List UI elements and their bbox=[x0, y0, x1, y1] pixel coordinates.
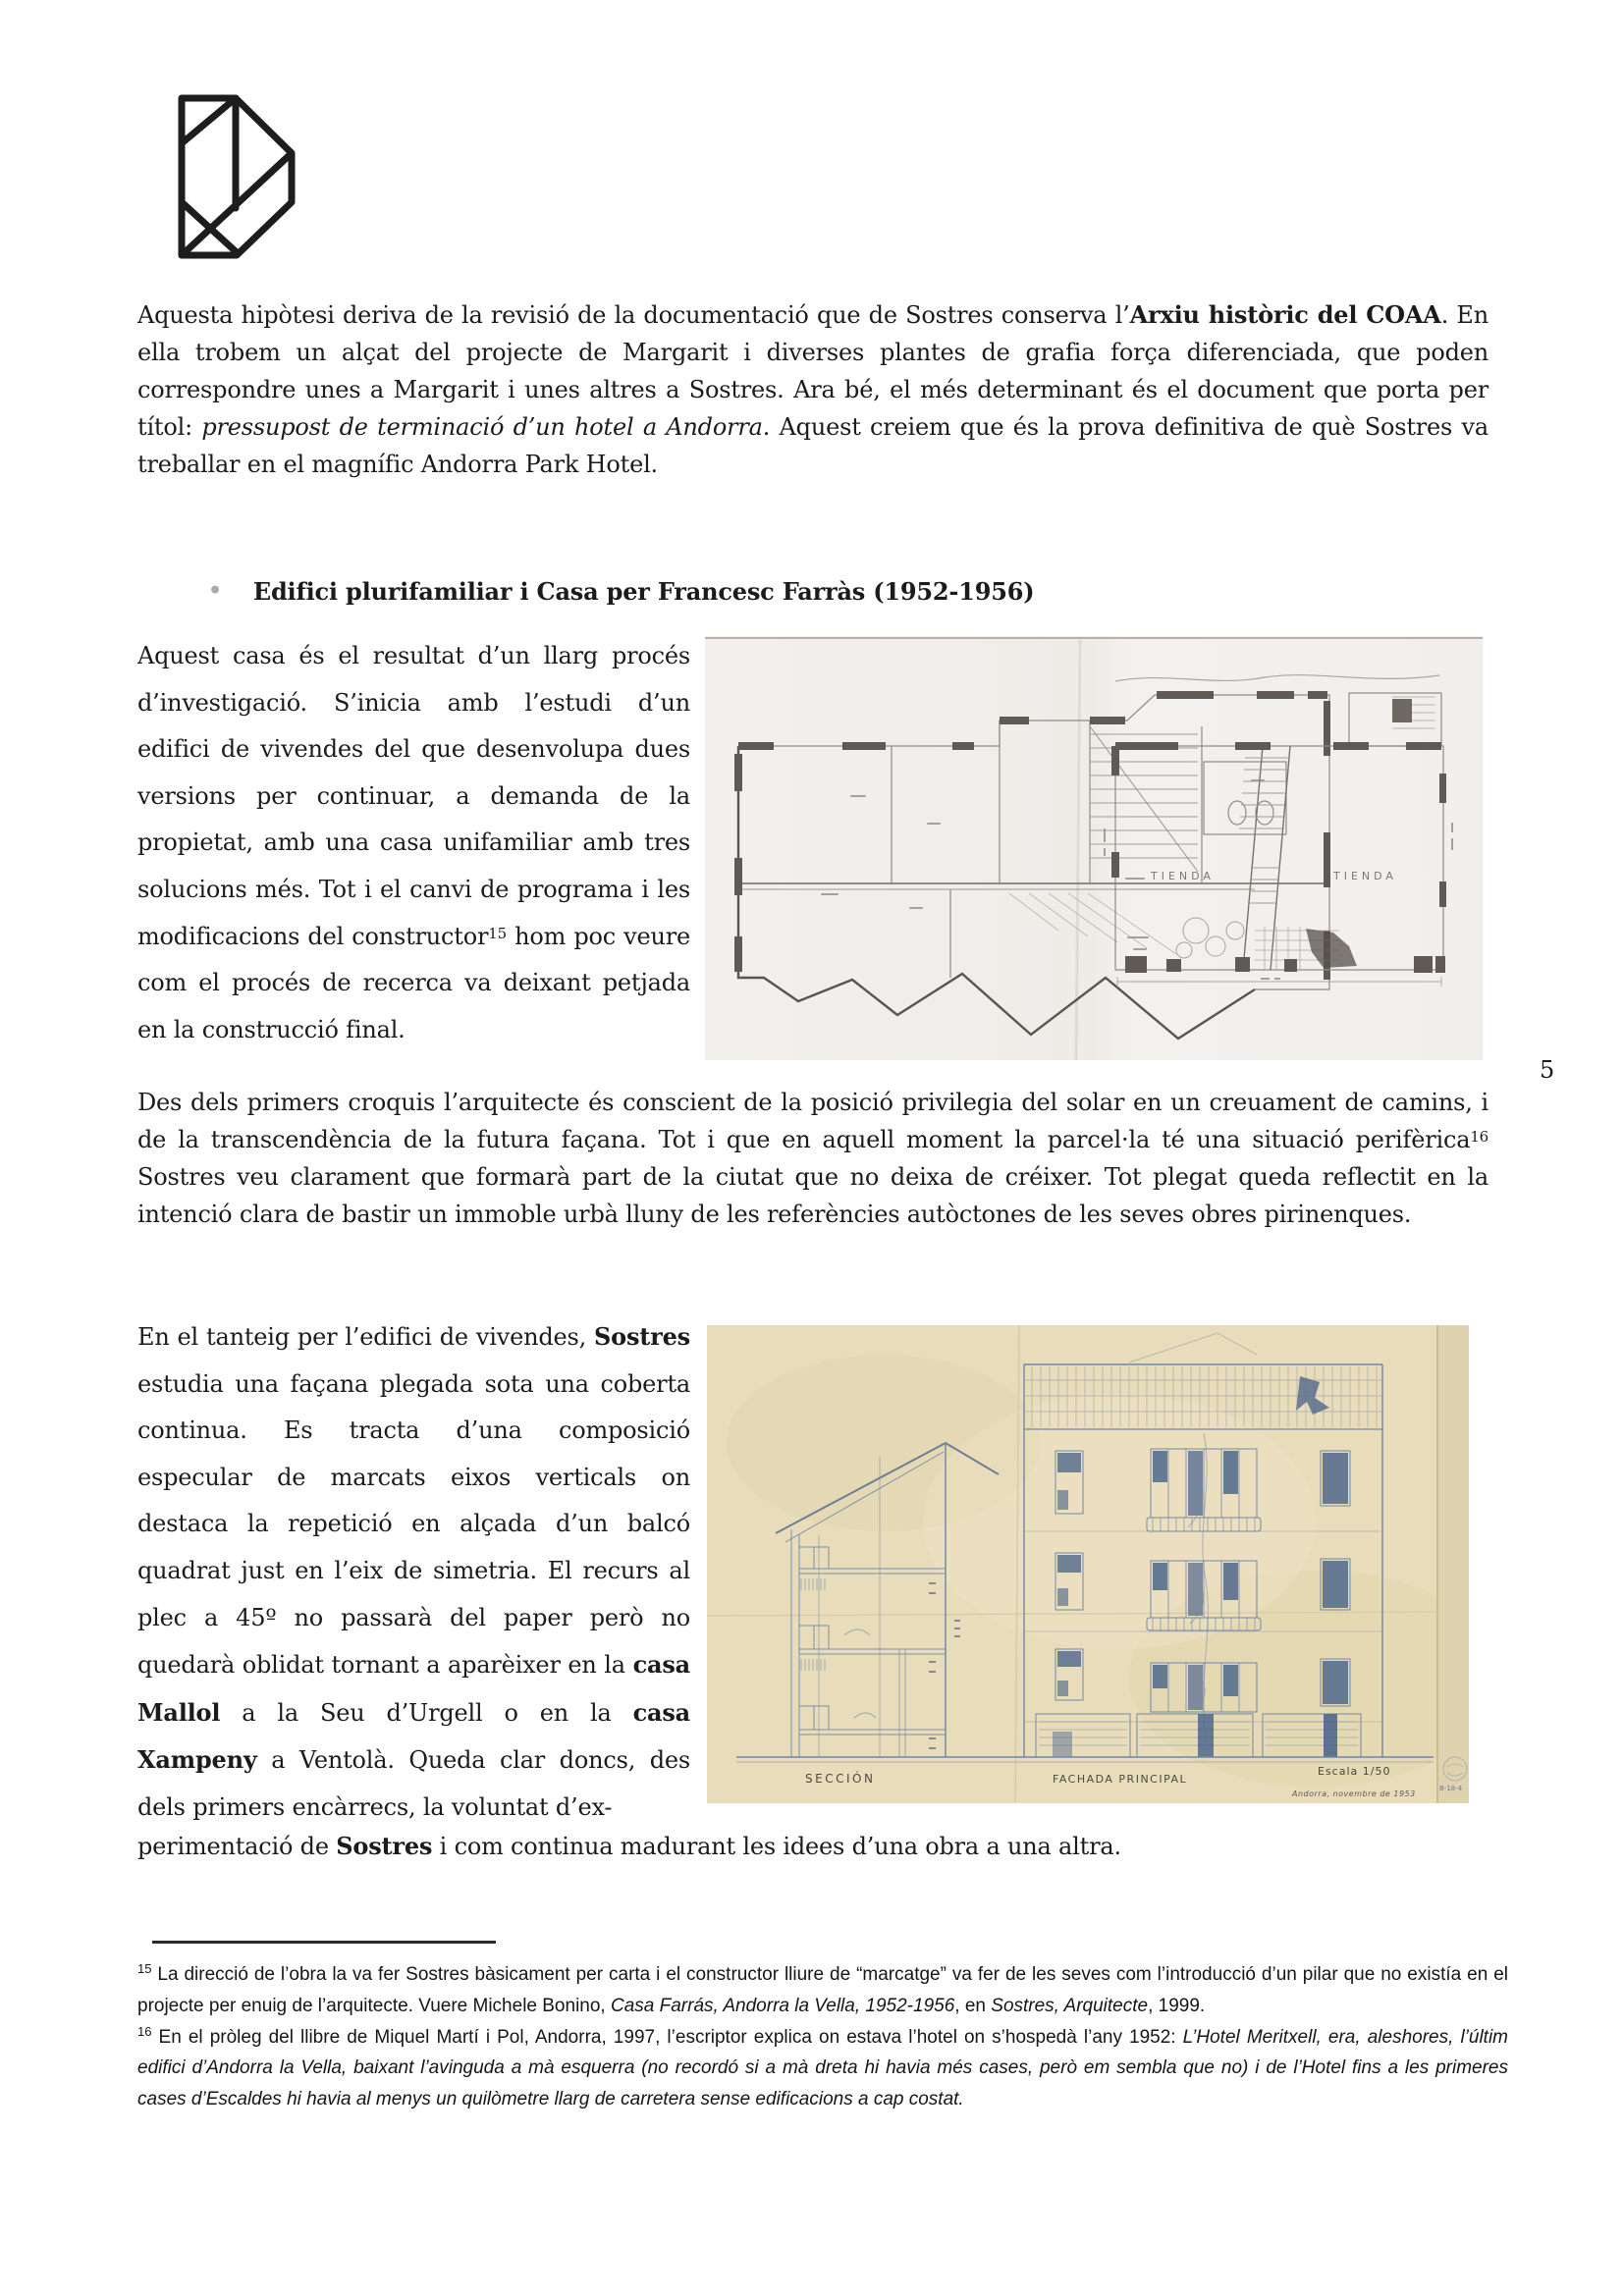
footnote-separator bbox=[152, 1941, 496, 1944]
column-tanteig-text4: a Ventolà. Queda clar doncs, des dels primers encàrrecs, la voluntat d’ex- bbox=[137, 1746, 690, 1821]
footnote-16-quote: L’Hotel Meritxell, era, aleshores, l’últim edifici d’Andorra la Vella, baixant l’avinguda a mà esquerra (no recordó si a mà dreta hi havia més cases, però em sembla que no) i de l’Hotel fins a les primeres cases d’Escaldes hi havia al menys un quilòmetre llarg de carretera sense edificacions a cap costat. bbox=[137, 2026, 1509, 2110]
column-paragraph-aquest bbox=[137, 633, 690, 1053]
label-date-note: Andorra, novembre de 1953 bbox=[1292, 1789, 1416, 1798]
bold-casa-xampeny: casa Xampeny bbox=[137, 1697, 690, 1775]
closing-text: perimentació de bbox=[137, 1833, 337, 1860]
column-tanteig-text: En el tanteig per l’edifici de vivendes, bbox=[137, 1323, 595, 1351]
bold-casa-mallol: casa Mallol bbox=[137, 1650, 690, 1727]
closing-text2: i com continua madurant les idees d’una obra a una altra. bbox=[432, 1833, 1121, 1860]
footnote-15 bbox=[137, 1959, 1508, 2022]
column-paragraph-text2: hom poc veure com el procés de recerca va deixant petjada en la construcció final. bbox=[137, 922, 691, 1043]
floor-plans-image bbox=[705, 636, 1483, 1060]
paper-edge-band bbox=[1437, 1325, 1469, 1803]
label-escala: Escala 1/50 bbox=[1318, 1765, 1391, 1778]
footnote-ref-15: 15 bbox=[488, 924, 507, 942]
plan-label-tienda-left: TIENDA bbox=[1151, 870, 1215, 882]
plans-paper bbox=[705, 636, 1483, 1060]
footnote-15-title: Casa Farrás, Andorra la Vella, 1952-1956 bbox=[610, 1995, 955, 2016]
footnote-15-number: 15 bbox=[137, 1961, 152, 1976]
coaa-logo bbox=[178, 92, 298, 265]
stamp-number: B-18-4 bbox=[1439, 1785, 1463, 1792]
paragraph-intro bbox=[137, 296, 1488, 483]
paragraph-intro-text3: . Aquest creiem que és la prova definitiva de què Sostres va treballar en el magnífic Andorra Park Hotel. bbox=[137, 413, 1489, 478]
footnote-15-book: Sostres, Arquitecte bbox=[991, 1995, 1149, 2016]
italic-pressupost: pressupost de terminació d’un hotel a Andorra bbox=[201, 413, 763, 441]
plan-label-tienda-right: TIENDA bbox=[1333, 870, 1397, 882]
column-tanteig-text3: a la Seu d’Urgell o en la bbox=[220, 1698, 633, 1727]
bold-sostres-closing: Sostres bbox=[336, 1832, 433, 1860]
paragraph-croquis-text2: Sostres veu clarament que formarà part de la ciutat que no deixa de créixer. Tot plegat queda reflectit en la intenció clara de bastir un immoble urbà lluny de les referències autòctones de les seves obres pirinenques. bbox=[137, 1163, 1488, 1228]
label-seccion: SECCIÓN bbox=[805, 1772, 876, 1786]
footnote-ref-16: 16 bbox=[1470, 1128, 1488, 1146]
column-paragraph-text: Aquest casa és el resultat d’un llarg procés d’investigació. S’inicia amb l’estudi d’un edifici de vivendes del que desenvolupa dues versions per continuar, a demanda de la propietat, amb una casa unifamiliar amb tres solucions més. Tot i el canvi de programa i les modificacions del constructor bbox=[137, 642, 690, 950]
footnote-16-number: 16 bbox=[137, 2023, 152, 2039]
bold-sostres: Sostres bbox=[594, 1322, 690, 1351]
bold-arxiu-historic: Arxiu històric del COAA bbox=[1129, 300, 1441, 329]
paragraph-croquis-text: Des dels primers croquis l’arquitecte és conscient de la posició privilegia del solar en un creuament de camins, i de la transcendència de la futura façana. Tot i que en aquell moment la parcel·la té una situació perifèrica bbox=[137, 1089, 1488, 1153]
column-tanteig-text2: estudia una façana plegada sota una coberta continua. Es tracta d’una composició especular de marcats eixos verticals on destaca la repetició en alçada d’un balcó quadrat just en l’eix de simetria. El recurs al plec a 45º no passarà del paper però no quedarà oblidat tornant a aparèixer en la bbox=[137, 1369, 690, 1680]
section-heading bbox=[208, 577, 1386, 606]
footnotes-block bbox=[137, 1959, 1508, 2115]
footnote-16-text: En el pròleg del llibre de Miquel Martí i Pol, Andorra, 1997, l’escriptor explica on estava l’hotel on s’hospedà l’any 1952: bbox=[151, 2026, 1183, 2048]
paragraph-intro-text: Aquesta hipòtesi deriva de la revisió de la documentació que de Sostres conserva l’ bbox=[137, 301, 1130, 329]
label-fachada-principal: FACHADA PRINCIPAL bbox=[1053, 1773, 1188, 1786]
bullet-icon: • bbox=[208, 578, 222, 604]
footnote-15-text3: , 1999. bbox=[1148, 1995, 1206, 2016]
footnote-16 bbox=[137, 2022, 1508, 2115]
paragraph-croquis bbox=[137, 1084, 1488, 1233]
page-number: 5 bbox=[1540, 1056, 1555, 1084]
elevation-section-image bbox=[707, 1325, 1469, 1803]
paragraph-intro-text2: . En ella trobem un alçat del projecte de Margarit i diverses plantes de grafia força diferenciada, que poden correspondre unes a Margarit i unes altres a Sostres. Ara bé, el més determinant és el document que porta per títol: bbox=[137, 301, 1488, 441]
paragraph-closing bbox=[137, 1828, 1488, 1865]
section-heading-text: Edifici plurifamiliar i Casa per Francesc Farràs (1952-1956) bbox=[252, 577, 1035, 606]
footnote-15-text2: , en bbox=[954, 1995, 992, 2016]
footnote-15-text: La direcció de l’obra la va fer Sostres bàsicament per carta i el constructor lliure de “marcatge” va fer de les seves com l’introducció d’un pilar que no existía en el projecte per enuig de l’arquitecte. Vuere Michele Bonino, bbox=[137, 1964, 1508, 2016]
column-paragraph-tanteig bbox=[137, 1313, 690, 1832]
